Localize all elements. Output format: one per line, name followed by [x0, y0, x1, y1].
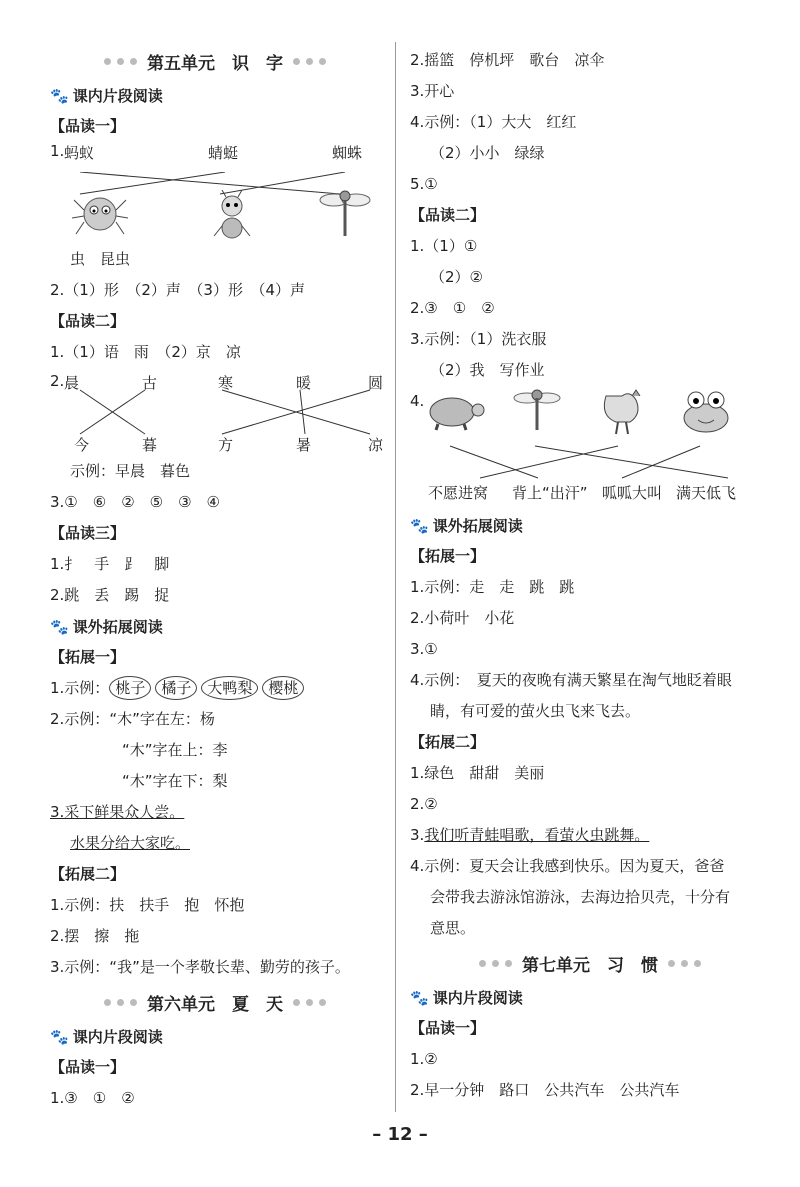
question-line: 2.（1）形 （2）声 （3）形 （4）声	[50, 281, 305, 299]
question-line: 睛，有可爱的萤火虫飞来飞去。	[430, 702, 641, 720]
q1-word: 蚂蚁	[64, 144, 95, 162]
paw-icon: 🐾	[410, 516, 429, 535]
question-line: 1.扌 手 ⻊ 脚	[50, 555, 170, 573]
question-line: 3.①	[410, 640, 438, 658]
spider-icon	[72, 190, 128, 244]
answer-text: “木”字在左：杨	[109, 710, 215, 728]
unit6-heading	[50, 983, 380, 1021]
q4-prefix: 4.	[410, 392, 425, 410]
sub-heading: 【品读一】	[50, 1058, 126, 1076]
answer-text: “木”字在上：李	[122, 741, 228, 759]
question-line: 1.（1）语 雨 （2）京 凉	[50, 343, 241, 361]
question-line: 3.① ⑥ ② ⑤ ③ ④	[50, 493, 220, 511]
question-line: 意思。	[430, 919, 476, 937]
q4-word: 呱呱大叫	[602, 484, 663, 502]
circled-word: 樱桃	[262, 676, 304, 700]
section-title: 课外拓展阅读	[72, 618, 163, 636]
q1-word: 蜻蜓	[208, 144, 239, 162]
q-prefix: 1.示例：	[50, 679, 110, 697]
sub-heading: 【品读一】	[410, 1019, 486, 1037]
question-line: （2）②	[430, 268, 483, 286]
question-line: 1.示例：走 走 跳 跳	[410, 578, 575, 596]
question-line	[410, 820, 770, 851]
q2-top-char: 暖	[296, 374, 312, 392]
question-line: 1.绿色 甜甜 美丽	[410, 764, 545, 782]
matching-q1-pictures	[50, 172, 380, 244]
question-line: 4.示例： 夏天的夜晚有满天繁星在淘气地眨着眼	[410, 671, 732, 689]
unit7-title: 第七单元 习 惯	[522, 955, 658, 976]
section-heading	[410, 510, 770, 541]
paw-icon: 🐾	[410, 988, 429, 1007]
dots-decoration	[293, 58, 326, 65]
question-line: 4.示例：（1）大大 红红	[410, 113, 577, 131]
question-line: 1.③ ① ②	[50, 1089, 135, 1107]
section-heading	[50, 1021, 380, 1052]
sub-heading: 【品读三】	[50, 524, 126, 542]
question-line: 2.小荷叶 小花	[410, 609, 515, 627]
q1-answer: 虫 昆虫	[70, 250, 131, 268]
dots-decoration	[479, 960, 512, 967]
sub-heading: 【拓展二】	[410, 733, 486, 751]
left-column	[50, 42, 384, 1114]
question-line: 1.示例：扶 扶手 抱 怀抱	[50, 896, 245, 914]
sub-heading: 【品读二】	[410, 206, 486, 224]
matching-q1-words	[50, 142, 380, 172]
section-heading	[50, 611, 380, 642]
question-line: 1.（1）①	[410, 237, 478, 255]
section-title: 课内片段阅读	[432, 989, 523, 1007]
q2-bottom-char: 今	[74, 436, 90, 454]
question-line: 5.①	[410, 175, 438, 193]
underlined-answer: 水果分给大家吃。	[70, 834, 191, 852]
q2-top-char: 古	[142, 374, 158, 392]
q2-top-char: 圆	[368, 374, 384, 392]
q2-example: 示例：早晨 暮色	[70, 462, 191, 480]
unit5-title: 第五单元 识 字	[147, 53, 283, 74]
sub-heading: 【品读一】	[50, 117, 126, 135]
unit7-heading	[410, 944, 770, 982]
question-line: 1.②	[410, 1050, 438, 1068]
answer-text: “木”字在下：梨	[122, 772, 228, 790]
underlined-answer: 我们听青蛙唱歌，看萤火虫跳舞。	[424, 826, 650, 844]
question-line: （2）小小 绿绿	[430, 144, 545, 162]
right-column	[410, 45, 770, 1106]
unit6-title: 第六单元 夏 天	[147, 994, 283, 1015]
paw-icon: 🐾	[50, 1027, 69, 1046]
paw-icon: 🐾	[50, 617, 69, 636]
page-number: – 12 –	[372, 1124, 428, 1145]
q1-word: 蜘蛛	[332, 144, 363, 162]
dots-decoration	[293, 999, 326, 1006]
section-title: 课内片段阅读	[72, 1028, 163, 1046]
question-line: 3.示例：（1）洗衣服	[410, 330, 547, 348]
column-divider	[395, 42, 396, 1112]
question-line: 2.摇篮 停机坪 歌台 凉伞	[410, 51, 605, 69]
q2-bottom-char: 凉	[368, 436, 384, 454]
q2-bottom-char: 暑	[296, 436, 312, 454]
underlined-answer: 3.采下鲜果众人尝。	[50, 803, 185, 821]
question-line: 3.开心	[410, 82, 455, 100]
q4-word: 不愿进窝	[428, 484, 489, 502]
sub-heading: 【拓展二】	[50, 865, 126, 883]
question-line: 2.③ ① ②	[410, 299, 495, 317]
question-line: 2.②	[410, 795, 438, 813]
question-line: 2.摆 擦 拖	[50, 927, 140, 945]
paw-icon: 🐾	[50, 86, 69, 105]
question-line: 2.跳 丢 踢 捉	[50, 586, 170, 604]
question-line	[50, 704, 380, 735]
dots-decoration	[104, 999, 137, 1006]
question-line	[50, 673, 380, 704]
q1-prefix: 1.	[50, 142, 65, 160]
circled-word: 大鸭梨	[201, 676, 258, 700]
section-title: 课内片段阅读	[72, 87, 163, 105]
dots-decoration	[104, 58, 137, 65]
q2-bottom-char: 方	[218, 436, 234, 454]
question-line: 2.早一分钟 路口 公共汽车 公共汽车	[410, 1081, 680, 1099]
circled-word: 桃子	[109, 676, 151, 700]
q2-top-char: 寒	[218, 374, 234, 392]
section-title: 课外拓展阅读	[432, 517, 523, 535]
question-line: 4.示例：夏天会让我感到快乐。因为夏天，爸爸	[410, 857, 725, 875]
sub-heading: 【拓展一】	[410, 547, 486, 565]
section-heading	[410, 982, 770, 1013]
q4-word: 背上“出汗”	[512, 484, 588, 502]
q2-prefix: 2.	[50, 372, 65, 390]
circled-word: 橘子	[155, 676, 197, 700]
question-line: 会带我去游泳馆游泳，去海边拾贝壳，十分有	[430, 888, 731, 906]
q2-top-char: 晨	[64, 374, 80, 392]
matching-q2	[50, 368, 384, 456]
q-prefix: 3.	[410, 826, 425, 844]
question-line: （2）我 写作业	[430, 361, 545, 379]
sub-heading: 【品读二】	[50, 312, 126, 330]
dots-decoration	[668, 960, 701, 967]
sub-heading: 【拓展一】	[50, 648, 126, 666]
unit5-heading	[50, 42, 380, 80]
matching-lines	[50, 368, 380, 456]
q4-word: 满天低飞	[676, 484, 737, 502]
question-line: 3.示例：“我”是一个孝敬长辈、勤劳的孩子。	[50, 958, 350, 976]
section-heading	[50, 80, 380, 111]
q-prefix: 2.示例：	[50, 710, 110, 728]
matching-q4	[410, 386, 770, 510]
q2-bottom-char: 暮	[142, 436, 158, 454]
ant-icon	[210, 190, 254, 244]
dragonfly-icon	[318, 186, 372, 240]
